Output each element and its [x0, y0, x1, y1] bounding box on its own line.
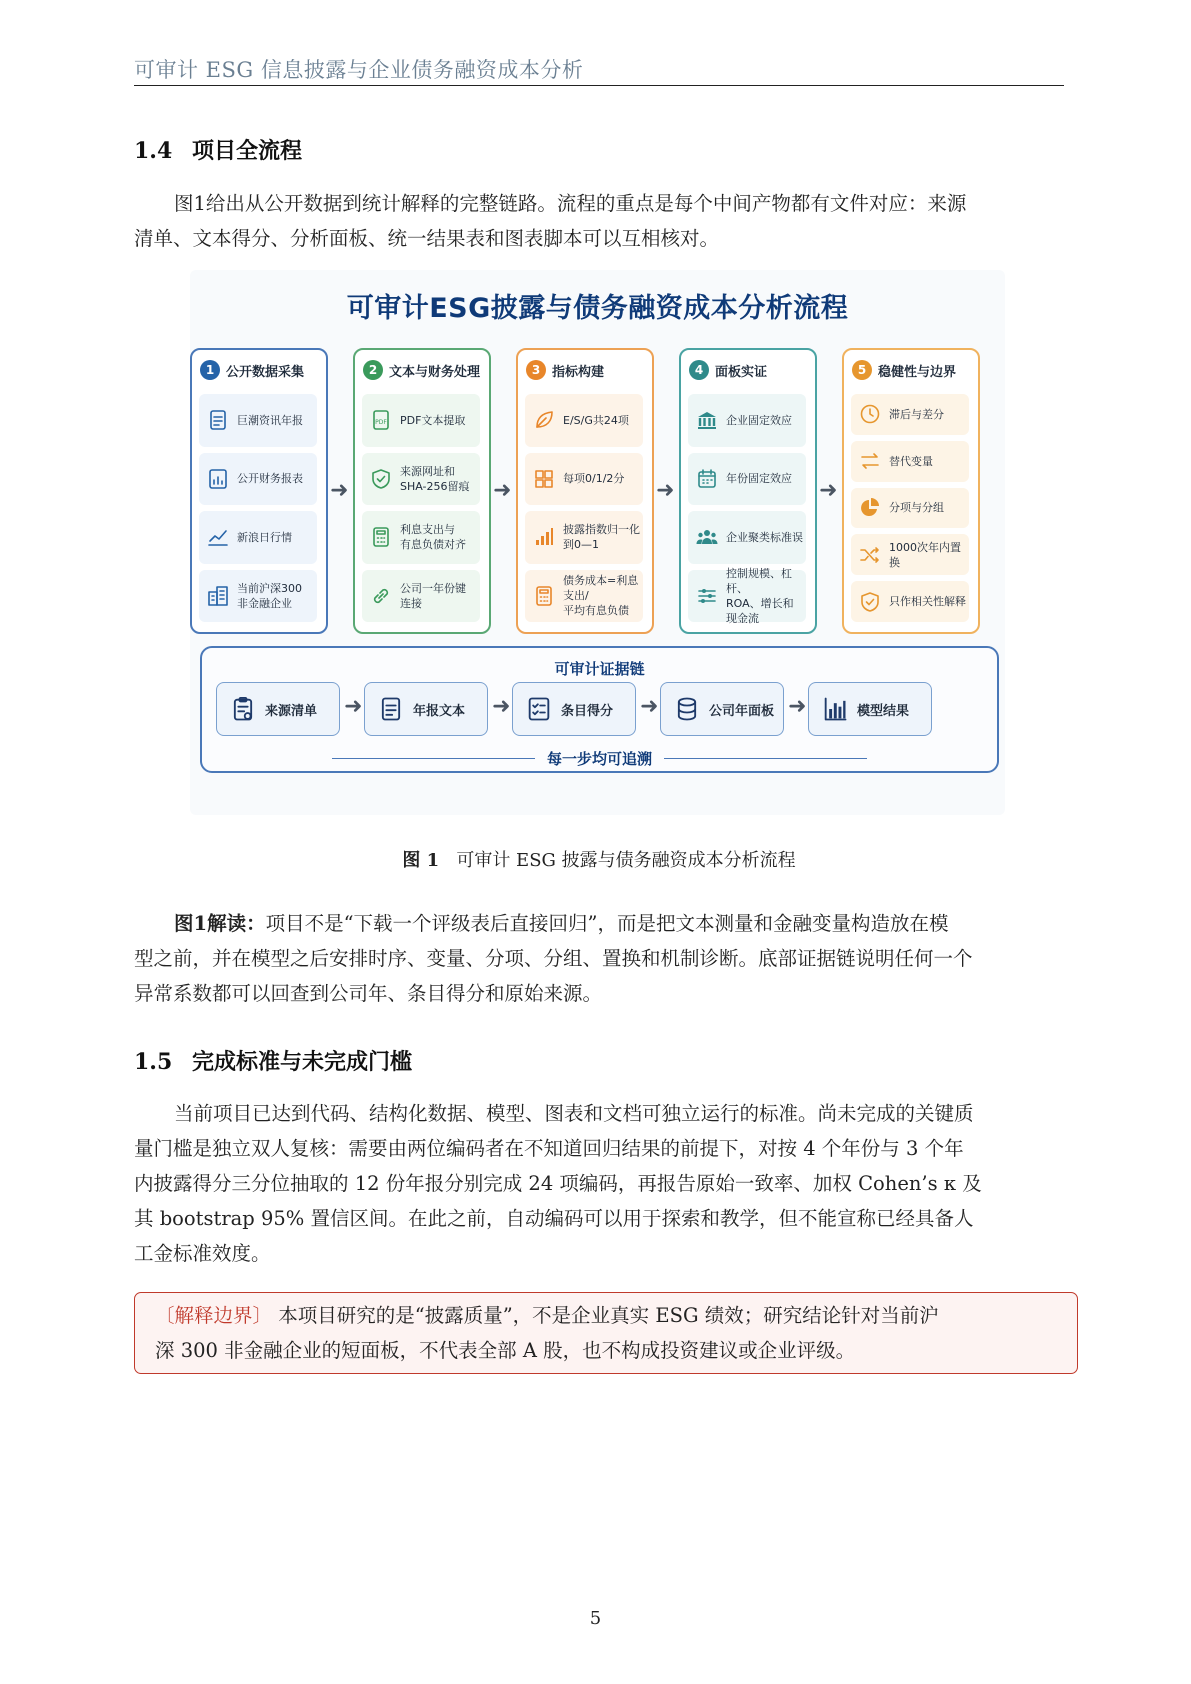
evidence-chain [200, 646, 999, 773]
flow-item-label: E/S/G共24项 [563, 413, 629, 427]
bars-icon [532, 525, 556, 549]
flow-item [688, 566, 806, 625]
page-number: 5 [589, 1608, 602, 1629]
flow-item-label: 新浪日行情 [237, 530, 292, 544]
step-number-badge: 3 [526, 360, 546, 380]
flow-item-label: 每项0/1/2分 [563, 472, 625, 486]
flow-column-title: 公开数据采集 [226, 364, 305, 380]
flow-item-label: 披露指数归一化 到0—1 [563, 523, 640, 552]
header-rule [134, 85, 1064, 86]
step-number-badge: 2 [363, 360, 383, 380]
swap-icon [858, 449, 882, 473]
interpretation-boundary-callout: 〔解释边界〕 本项目研究的是“披露质量”，不是企业真实 ESG 绩效；研究结论针对当前沪 深 300 非金融企业的短面板，不代表全部 A 股，也不构成投资建议或企业评级。 [134, 1292, 1078, 1374]
flow-column-header [852, 360, 956, 380]
clock-icon [858, 402, 882, 426]
flow-item [525, 453, 643, 506]
flow-item-label: 只作相关性解释 [889, 595, 966, 609]
evidence-chain-title: 可审计证据链 [554, 660, 645, 678]
chain-arrow-icon: ➜ [492, 694, 511, 719]
flow-item-label: 年份固定效应 [726, 472, 792, 486]
flow-item-label: 滞后与差分 [889, 407, 944, 421]
flow-column-header [689, 360, 767, 380]
flow-item [851, 441, 969, 482]
evidence-step [512, 682, 636, 736]
leaf-icon [532, 408, 556, 432]
running-header: 可审计 ESG 信息披露与企业债务融资成本分析 [134, 58, 584, 82]
calendar-icon [695, 467, 719, 491]
evidence-step [364, 682, 488, 736]
flow-item [199, 511, 317, 564]
flow-column-title: 稳健性与边界 [878, 364, 957, 380]
flow-item [851, 394, 969, 435]
shield-check-icon [858, 590, 882, 614]
section-heading-1-5 [134, 1045, 412, 1076]
step-number-badge: 1 [200, 360, 220, 380]
flow-item-label: 企业固定效应 [726, 413, 792, 427]
flow-item [688, 511, 806, 564]
flow-item [851, 534, 969, 575]
flow-column-3 [516, 348, 654, 634]
flow-item-label: 利息支出与 有息负债对齐 [400, 523, 466, 552]
flow-column-title: 文本与财务处理 [389, 364, 481, 380]
flow-item [688, 394, 806, 447]
section-number: 1.5 [134, 1049, 173, 1075]
evidence-step-label: 年报文本 [413, 703, 466, 719]
flow-column-4 [679, 348, 817, 634]
checklist-icon [525, 695, 553, 723]
flow-item [199, 570, 317, 623]
evidence-step-label: 模型结果 [857, 703, 910, 719]
pdf-icon [369, 408, 393, 432]
flow-item-label: PDF文本提取 [400, 413, 466, 427]
section-title: 完成标准与未完成门槛 [192, 1049, 413, 1075]
evidence-step [216, 682, 340, 736]
flow-arrow-icon: ➜ [656, 478, 675, 503]
evidence-step-label: 条目得分 [561, 703, 614, 719]
flow-arrow-icon: ➜ [330, 478, 349, 503]
flow-item [525, 511, 643, 564]
section-title: 项目全流程 [192, 138, 303, 164]
calculator-icon [532, 584, 556, 608]
shield-check-icon [369, 467, 393, 491]
flow-item [851, 488, 969, 529]
flow-item [362, 570, 480, 623]
line-chart-icon [206, 525, 230, 549]
evidence-step [808, 682, 932, 736]
flow-item-label: 替代变量 [889, 454, 933, 468]
section-1-5-paragraph: 当前项目已达到代码、结构化数据、模型、图表和文档可独立运行的标准。尚未完成的关键质 量门槛是独立双人复核：需要由两位编码者在不知道回归结果的前提下，对按 4 个年份与 3 个年 内披露得分三分位抽取的 12 份年报分别完成 24 项编码，再报告原始一致率、加权 Cohen’s κ 及 其 bootstrap 95% 置信区间。在此之前，自动编码可以用于探索和教学，但不能宣称已经具备人 工金标准效度。 [134, 1102, 982, 1265]
flow-item [525, 570, 643, 623]
chain-arrow-icon: ➜ [640, 694, 659, 719]
bank-icon [695, 408, 719, 432]
step-number-badge: 4 [689, 360, 709, 380]
evidence-step [660, 682, 784, 736]
grid-icon [532, 467, 556, 491]
step-number-badge: 5 [852, 360, 872, 380]
flow-item-label: 债务成本=利息支出/ 平均有息负债 [563, 574, 639, 618]
users-icon [695, 525, 719, 549]
evidence-chain-footer: 每一步均可追溯 [202, 748, 997, 769]
flow-column-5 [842, 348, 980, 634]
shuffle-icon [858, 543, 882, 567]
pie-icon [858, 496, 882, 520]
figure-interpretation: 图1解读：项目不是“下载一个评级表后直接回归”，而是把文本测量和金融变量构造放在模 型之前，并在模型之后安排时序、变量、分项、分组、置换和机制诊断。底部证据链说明任何一个 异常系数都可以回查到公司年、条目得分和原始来源。 [134, 912, 973, 1005]
flow-arrow-icon: ➜ [819, 478, 838, 503]
flow-item [199, 453, 317, 506]
flow-item [362, 511, 480, 564]
section-number: 1.4 [134, 138, 173, 164]
flowchart-figure [190, 270, 1005, 815]
bar-report-icon [206, 467, 230, 491]
flow-item [525, 394, 643, 447]
flow-item-label: 巨潮资讯年报 [237, 413, 303, 427]
flow-column-header [526, 360, 604, 380]
flow-column-title: 指标构建 [552, 364, 605, 380]
flow-arrow-icon: ➜ [493, 478, 512, 503]
flow-item [362, 394, 480, 447]
flow-item [688, 453, 806, 506]
calculator-icon [369, 525, 393, 549]
figure-title: 可审计ESG披露与债务融资成本分析流程 [346, 293, 849, 324]
bar-chart-icon [821, 695, 849, 723]
svg-text:PDF: PDF [375, 419, 387, 427]
chain-arrow-icon: ➜ [788, 694, 807, 719]
callout-label: 〔解释边界〕 [155, 1304, 273, 1327]
flow-item-label: 企业聚类标准误 [726, 530, 803, 544]
evidence-step-label: 公司年面板 [709, 703, 775, 719]
flow-item-label: 当前沪深300 非金融企业 [237, 581, 302, 610]
flow-column-header [200, 360, 304, 380]
section-heading-1-4 [134, 134, 302, 165]
section-1-4-paragraph: 图1给出从公开数据到统计解释的完整链路。流程的重点是每个中间产物都有文件对应：来源 清单、文本得分、分析面板、统一结果表和图表脚本可以互相核对。 [134, 192, 967, 250]
flow-item [851, 581, 969, 622]
flow-column-1 [190, 348, 328, 634]
flow-item [199, 394, 317, 447]
link-icon [369, 584, 393, 608]
flow-item-label: 控制规模、杠杆、 ROA、增长和 现金流 [726, 566, 794, 625]
flow-item-label: 来源网址和 SHA-256留痕 [400, 464, 470, 493]
flow-item-label: 1000次年内置换 [889, 540, 961, 569]
flow-column-2 [353, 348, 491, 634]
flow-item-label: 公开财务报表 [237, 472, 303, 486]
clipboard-icon [229, 695, 257, 723]
flow-item [362, 453, 480, 506]
flow-column-title: 面板实证 [715, 364, 768, 380]
sliders-icon [695, 584, 719, 608]
flow-column-header [363, 360, 480, 380]
flow-item-label: 公司一年份键 连接 [400, 581, 466, 610]
document-icon [206, 408, 230, 432]
buildings-icon [206, 584, 230, 608]
database-icon [673, 695, 701, 723]
evidence-step-label: 来源清单 [265, 703, 318, 719]
flow-item-label: 分项与分组 [889, 501, 944, 515]
figure-caption: 图 1 可审计 ESG 披露与债务融资成本分析流程 [402, 850, 796, 871]
chain-arrow-icon: ➜ [344, 694, 363, 719]
document-icon [377, 695, 405, 723]
